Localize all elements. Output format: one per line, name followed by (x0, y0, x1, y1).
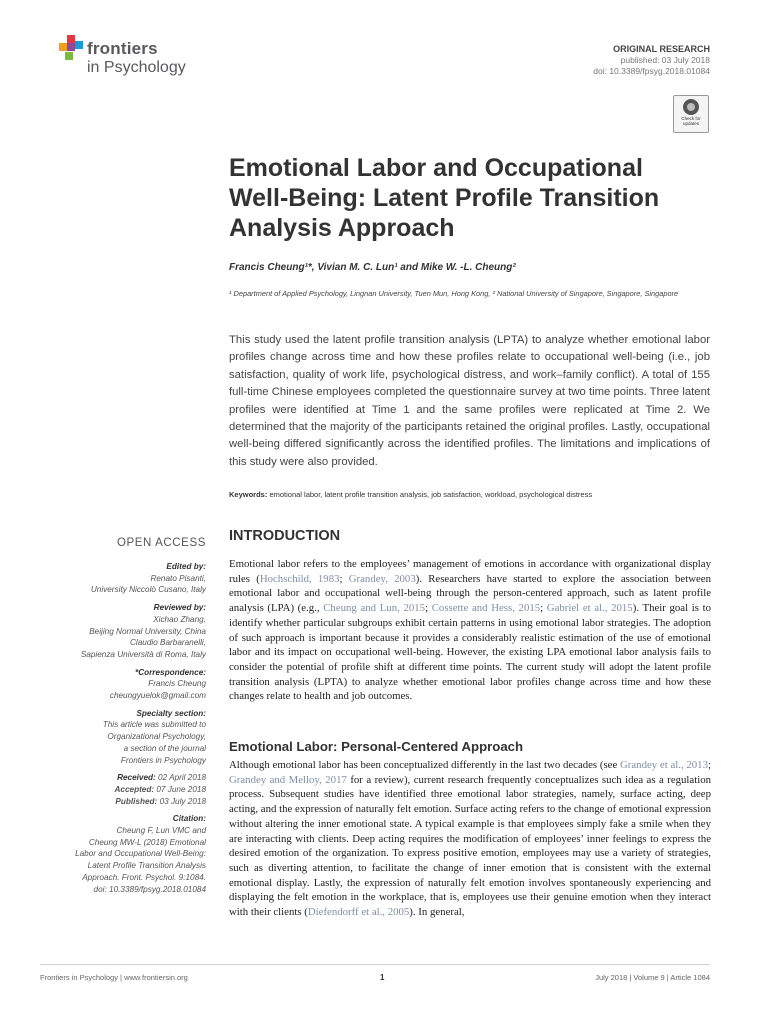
footer-journal[interactable]: Frontiers in Psychology | www.frontiersin.org (40, 973, 188, 982)
page-number: 1 (380, 973, 385, 982)
affiliations: ¹ Department of Applied Psychology, Lingnan University, Tuen Mun, Hong Kong, ² National University of Singapore, Singapore, Singapore (229, 289, 679, 298)
citation-line-2: Cheung MW-L (2018) Emotional (88, 837, 206, 847)
citation-link[interactable]: Grandey and Melloy, 2017 (229, 773, 347, 786)
received-row (40, 772, 206, 784)
keywords-text: emotional labor, latent profile transition analysis, job satisfaction, workload, psychological distress (269, 490, 593, 499)
citation-link[interactable]: Grandey, 2003 (348, 572, 416, 585)
text-run: ). In general, (409, 906, 465, 919)
text-run: ; (540, 602, 547, 615)
accepted-row (40, 784, 206, 796)
sidebar-meta (40, 561, 206, 895)
citation-link[interactable]: Gabriel et al., 2015 (546, 602, 633, 615)
reviewer-2-name: Claudio Barbaranelli, (129, 638, 206, 648)
published-label: Published: (115, 796, 158, 806)
reviewer-1-affiliation: Beijing Normal University, China (89, 626, 206, 636)
intro-paragraph (229, 557, 711, 704)
citation-link[interactable]: Hochschild, 1983 (259, 572, 340, 585)
article-title: Emotional Labor and Occupational Well-Being: Latent Profile Transition Analysis Approach (229, 154, 660, 242)
published-date-sidebar: 03 July 2018 (159, 796, 206, 806)
reviewer-2-affiliation: Sapienza Università di Roma, Italy (80, 649, 206, 659)
text-run: ). Their goal is to identify whether particular subgroups exhibit certain patterns in using emotional labor strategies. The adoption of such approach is important because it provides a considerably realistic estimation of the use of emotional labor and its impact on occupational well-being. However, the existing LPA emotional labor analysis fails to consider the potential of profile shift at different time points. The current study will adopt the latent profile transition analysis (LPTA) to analyze whether emotional labor profiles change across time and how these changes relate to health and job outcomes. (229, 602, 711, 703)
text-run: Emotional labor refers to the employees’ management of emotions in accordance with organizational display rules ( (229, 558, 711, 585)
accepted-label: Accepted: (114, 784, 155, 794)
doi: doi: 10.3389/fpsyg.2018.01084 (593, 66, 710, 76)
frontiers-logo-icon (59, 35, 85, 65)
badge-text-1: Check for (681, 116, 701, 121)
specialty-label: Specialty section: (136, 708, 206, 718)
journal-logo (57, 33, 227, 83)
authors: Francis Cheung¹*, Vivian M. C. Lun¹ and Mike W. -L. Cheung² (229, 262, 516, 273)
citation-line-5: Approach. Front. Psychol. 9:1084. (82, 872, 206, 882)
received-date: 02 April 2018 (158, 773, 206, 783)
citation-link[interactable]: Cossette and Hess, 2015 (431, 602, 541, 615)
reviewed-by-label: Reviewed by: (153, 603, 206, 613)
section-paragraph (229, 758, 711, 920)
citation-line-6: doi: 10.3389/fpsyg.2018.01084 (93, 884, 206, 894)
specialty-line-3: a section of the journal (123, 743, 206, 753)
text-run: ). Researchers have started to explore the association between emotional labor and occupational well-being through the person-centered approach, such as latent profile analysis (LPA) (e.g., (229, 572, 711, 615)
citation-line-4: Latent Profile Transition Analysis (87, 861, 206, 871)
editor-name: Renato Pisanti, (150, 573, 206, 583)
received-label: Received: (117, 773, 156, 783)
specialty-line-4: Frontiers in Psychology (120, 755, 206, 765)
text-run: ; (425, 602, 432, 615)
text-run: for a review), current research frequently conceptualizes such idea as a regulation process. Subsequent studies have identified three emotional labor strategies, namely, surface acting, deep acting, and the expression of naturally felt emotion. Surface acting refers to the change of emotional expression without altering the inner emotional state. A typical example is that employees simply fake a smile when they are interacting with clients. Deep acting requires the modification of employees’ inner feelings to express the desired emotion of the organization. To express positive emotion, employees may use a variety of strategies, such as diverting attention, to facilitate the change of inner emotion that is consistent with the external emotional display. Lastly, the expression of naturally felt emotion involves spontaneously experiencing and displaying the felt emotion in the workplace, that is, employees use their genuine emotion when they interact with their clients ( (229, 773, 711, 919)
specialty-line-2: Organizational Psychology, (107, 732, 206, 742)
footer-issue: July 2018 | Volume 9 | Article 1084 (595, 973, 710, 982)
citation-line-3: Labor and Occupational Well-Being: (75, 849, 206, 859)
editor-affiliation: University Niccolò Cusano, Italy (90, 585, 206, 595)
citation-link[interactable]: Diefendorff et al., 2005 (307, 906, 410, 919)
correspondence-label: *Correspondence: (135, 667, 206, 677)
citation-link[interactable]: Grandey et al., 2013 (620, 759, 708, 771)
citation-label: Citation: (172, 814, 206, 824)
logo-brand-line2: in Psychology (87, 59, 186, 76)
article-meta (593, 44, 710, 77)
keywords-label: Keywords: (229, 490, 268, 499)
citation-link[interactable]: Cheung and Lun, 2015 (323, 602, 426, 615)
edited-by-label: Edited by: (166, 562, 206, 571)
specialty-line-1: This article was submitted to (102, 720, 206, 730)
text-run: ; (339, 572, 349, 585)
logo-brand-line1: frontiers (87, 39, 158, 58)
article-type: ORIGINAL RESEARCH (613, 44, 710, 54)
published-row (40, 796, 206, 808)
check-for-updates-badge[interactable] (673, 95, 709, 133)
keywords (229, 490, 711, 499)
badge-text-2: updates (682, 121, 699, 126)
published-date: published: 03 July 2018 (620, 55, 710, 65)
reviewer-1-name: Xichao Zhang, (153, 614, 206, 624)
check-updates-icon (683, 99, 699, 115)
correspondence-email[interactable]: cheungyuelok@gmail.com (109, 691, 206, 701)
citation-line-1: Cheung F, Lun VMC and (116, 826, 206, 836)
open-access-label: OPEN ACCESS (116, 537, 206, 549)
abstract: This study used the latent profile transition analysis (LPTA) to analyze whether emotional labor profiles change across time and how these profiles relate to occupational well-being (i.e., job satisfaction, quality of work life, psychological distress, and work–family conflict). A total of 155 full-time Chinese employees completed the questionnaire survey at two time points. Three latent profiles were identified at Time 1 and the same profiles were replicated at Time 2. We determined that the majority of the participants retained the original profiles. Lastly, occupational well-being differed significantly across the identified profiles. The limitations and implications of this study were also provided. (229, 334, 710, 468)
text-run: Although emotional labor has been conceptualized differently in the last two decades (see (229, 759, 620, 771)
correspondence-name: Francis Cheung (148, 679, 206, 689)
section-heading: Emotional Labor: Personal-Centered Approach (229, 739, 524, 754)
footer-divider (40, 964, 710, 965)
accepted-date: 07 June 2018 (156, 784, 206, 794)
text-run: ; (707, 759, 711, 771)
intro-heading: INTRODUCTION (229, 528, 341, 544)
